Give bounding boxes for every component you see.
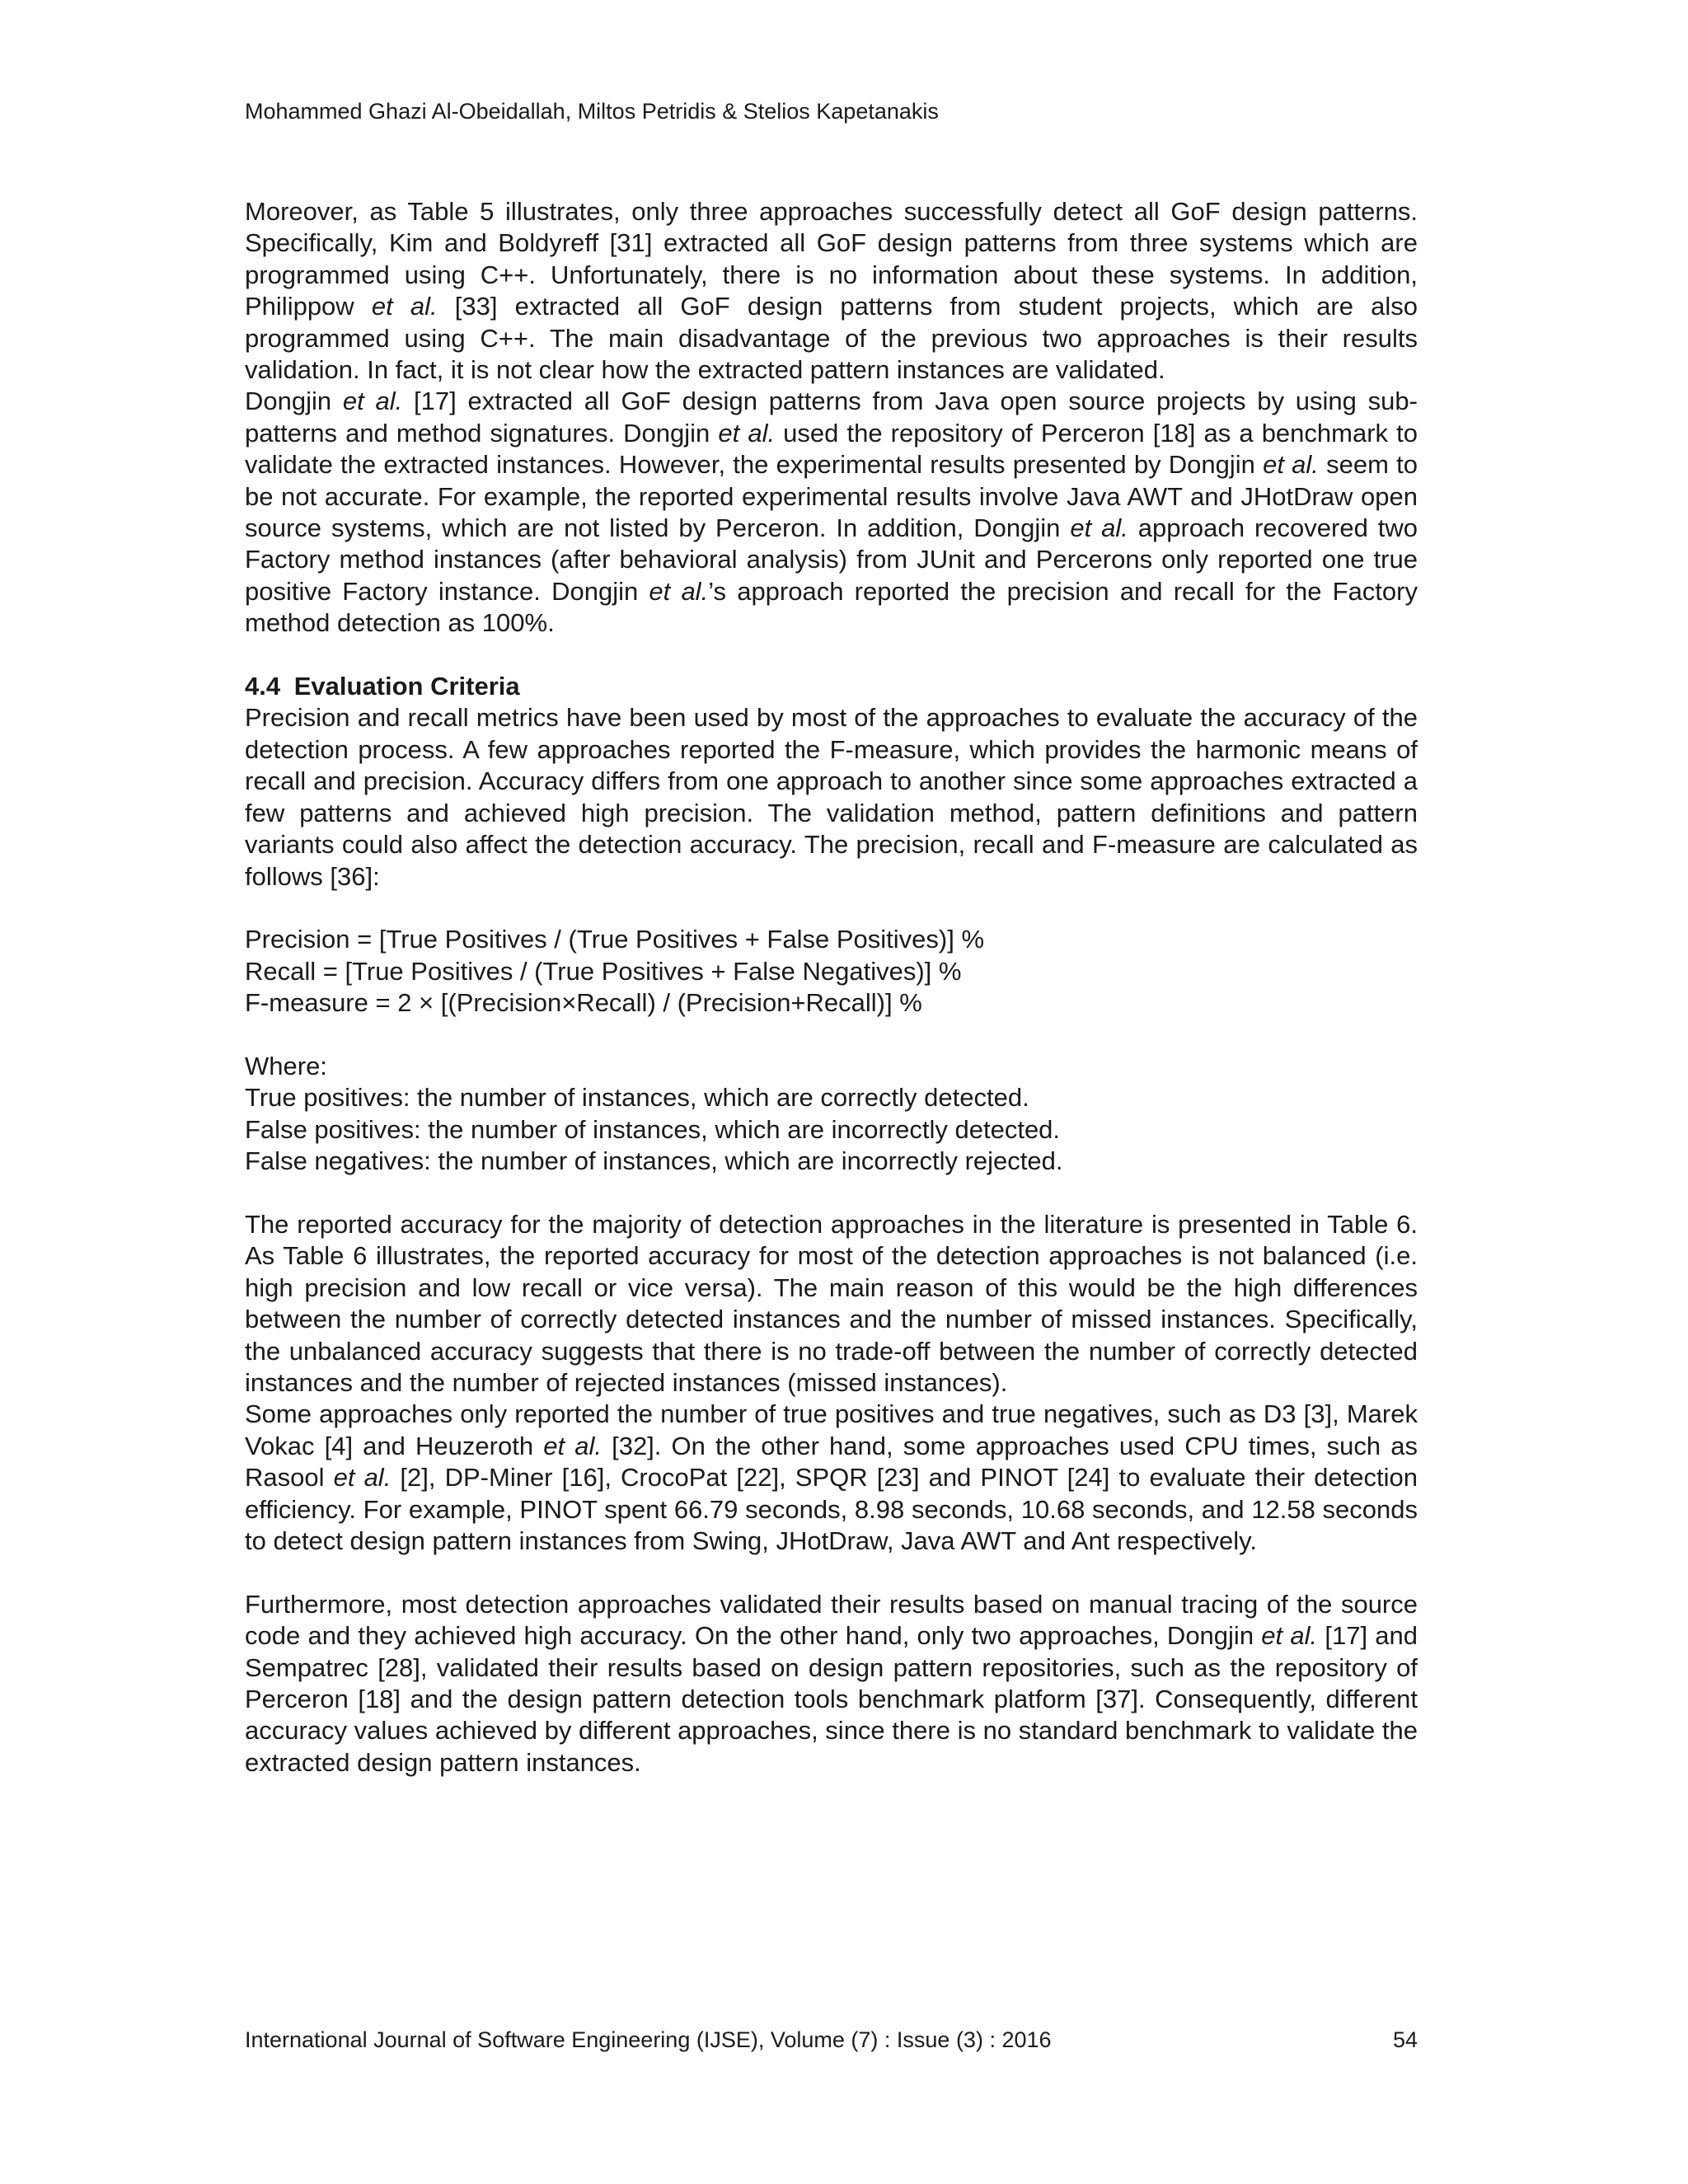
paragraph-reported-accuracy: The reported accuracy for the majority of detection approaches in the literature is presented in Table 6. As Table 6 illustrates, the reported accuracy for most of the detection approaches is not balanced (i.e. high precision and low recall or vice versa). The main reason of this would be the high differences between the number of correctly detected instances and the number of missed instances. Specifically, the unbalanced accuracy suggests that there is no trade-off between the number of correctly detected instances and the number of rejected instances (missed instances). [245,1209,1418,1397]
section-title: Evaluation Criteria [293,672,520,701]
definition-false-negatives: False negatives: the number of instances, which are incorrectly rejected. [245,1146,1063,1176]
formula-block [245,924,1418,1019]
section-number: 4.4 [245,672,281,701]
running-footer [245,2026,1418,2054]
page-number: 54 [1392,2027,1418,2052]
formula-precision: Precision = [True Positives / (True Positives + False Positives)] % [245,925,985,954]
definition-where: Where: [245,1051,327,1080]
definition-true-positives: True positives: the number of instances, which are correctly detected. [245,1083,1029,1113]
paragraph-validation: Furthermore, most detection approaches validated their results based on manual tracing of the source code and they achieved high accuracy. On the other hand, only two approaches, Dongjin et al. [17] and Sempatrec [28], validated their results based on design pattern repositories, such as the repository of Perceron [18] and the design pattern detection tools benchmark platform [37]. Consequently, different accuracy values achieved by different approaches, since there is no standard benchmark to validate the extracted design pattern instances. [245,1589,1418,1777]
formula-fmeasure: F-measure = 2 × [(Precision×Recall) / (Precision+Recall)] % [245,988,922,1018]
header-authors: Mohammed Ghazi Al-Obeidallah, Miltos Petridis & Stelios Kapetanakis [245,99,939,124]
paragraph-dongjin-discussion: Dongjin et al. [17] extracted all GoF design patterns from Java open source projects by using sub-patterns and method signatures. Dongjin et al. used the repository of Perceron [18] as a benchmark to validate the extracted instances. However, the experimental results presented by Dongjin et al. seem to be not accurate. For example, the reported experimental results involve Java AWT and JHotDraw open source systems, which are not listed by Perceron. In addition, Dongjin et al. approach recovered two Factory method instances (after behavioral analysis) from JUnit and Percerons only reported one true positive Factory instance. Dongjin et al.’s approach reported the precision and recall for the Factory method detection as 100%. [245,387,1418,638]
paragraph-evaluation-metrics: Precision and recall metrics have been used by most of the approaches to evaluate the accuracy of the detection process. A few approaches reported the F-measure, which provides the harmonic means of recall and precision. Accuracy differs from one approach to another since some approaches extracted a few patterns and achieved high precision. The validation method, pattern definitions and pattern variants could also affect the detection accuracy. The precision, recall and F-measure are calculated as follows [36]: [245,703,1418,891]
definition-false-positives: False positives: the number of instances, which are incorrectly detected. [245,1114,1061,1144]
paragraph-cpu-times: Some approaches only reported the number of true positives and true negatives, such as D3 [3], Marek Vokac [4] and Heuzeroth et al. [32]. On the other hand, some approaches used CPU times, such as Rasool et al. [2], DP-Miner [16], CrocoPat [22], SPQR [23] and PINOT [24] to evaluate their detection efficiency. For example, PINOT spent 66.79 seconds, 8.98 seconds, 10.68 seconds, and 12.58 seconds to detect design pattern instances from Swing, JHotDraw, Java AWT and Ant respectively. [245,1399,1418,1555]
running-header [245,97,939,125]
section-heading [245,671,1418,702]
paragraph-table5-discussion: Moreover, as Table 5 illustrates, only three approaches successfully detect all GoF design patterns. Specifically, Kim and Boldyreff [31] extracted all GoF design patterns from three systems which are programmed using C++. Unfortunately, there is no information about these systems. In addition, Philippow et al. [33] extracted all GoF design patterns from student projects, which are also programmed using C++. The main disadvantage of the previous two approaches is their results validation. In fact, it is not clear how the extracted pattern instances are validated. [245,197,1418,385]
page-content [245,196,1418,1779]
footer-journal: International Journal of Software Engineering (IJSE), Volume (7) : Issue (3) : 2016 [245,2027,1052,2052]
definition-block [245,1051,1418,1178]
formula-recall: Recall = [True Positives / (True Positives + False Negatives)] % [245,956,962,986]
